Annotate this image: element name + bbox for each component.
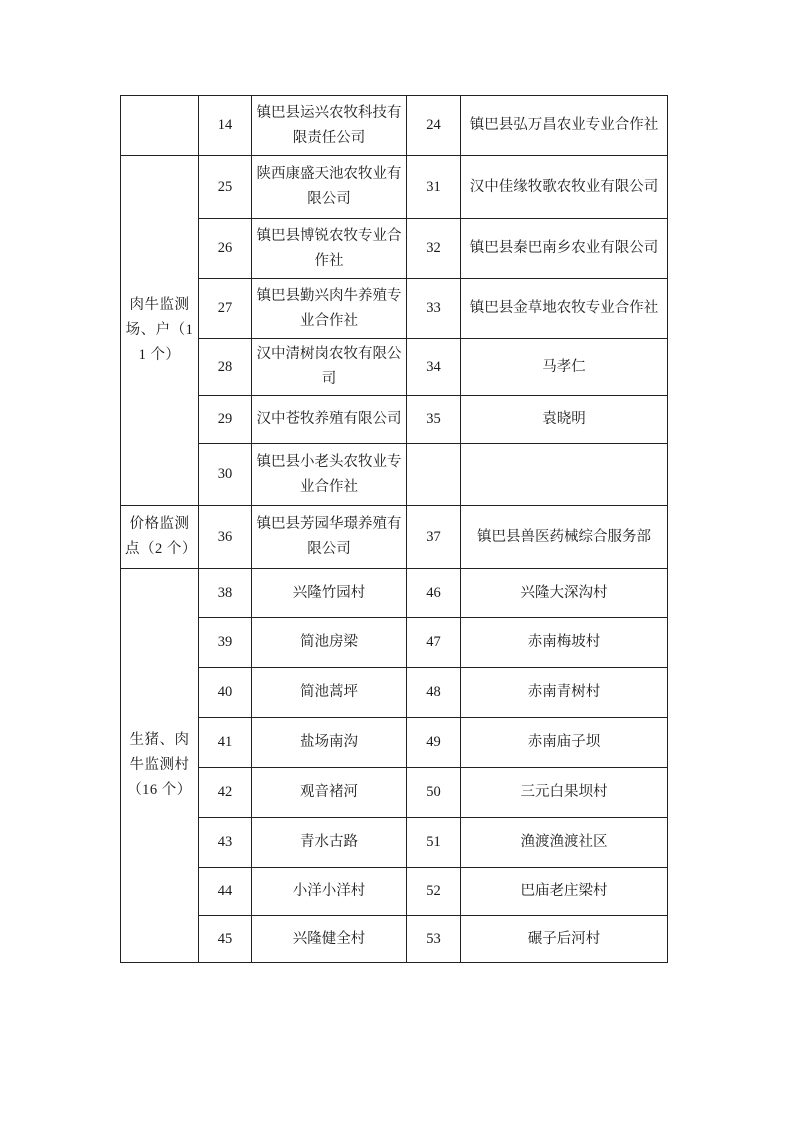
site-name-cell: 镇巴县小老头农牧业专业合作社 <box>252 444 407 506</box>
site-name-cell: 赤南梅坡村 <box>461 618 668 668</box>
site-name-cell: 渔渡渔渡社区 <box>461 818 668 868</box>
site-name-cell: 盐场南沟 <box>252 718 407 768</box>
site-name-cell: 镇巴县芳园华璟养殖有限公司 <box>252 506 407 569</box>
index-cell: 41 <box>199 718 252 768</box>
index-cell: 31 <box>407 156 461 219</box>
index-cell: 33 <box>407 279 461 339</box>
index-cell: 53 <box>407 916 461 963</box>
table-row <box>121 506 668 569</box>
table-row <box>121 818 668 868</box>
site-name-cell: 兴隆大深沟村 <box>461 569 668 618</box>
site-name-cell: 镇巴县博锐农牧专业合作社 <box>252 219 407 279</box>
table-row <box>121 916 668 963</box>
index-cell: 50 <box>407 768 461 818</box>
index-cell: 36 <box>199 506 252 569</box>
table-row <box>121 339 668 396</box>
index-cell: 46 <box>407 569 461 618</box>
table-row <box>121 569 668 618</box>
index-cell: 28 <box>199 339 252 396</box>
table-row <box>121 868 668 916</box>
site-name-cell: 青水古路 <box>252 818 407 868</box>
site-name-cell: 小洋小洋村 <box>252 868 407 916</box>
site-name-cell: 镇巴县秦巴南乡农业有限公司 <box>461 219 668 279</box>
site-name-cell: 简池蒿坪 <box>252 668 407 718</box>
index-cell: 27 <box>199 279 252 339</box>
site-name-cell: 观音褚河 <box>252 768 407 818</box>
monitoring-sites-table-body <box>121 96 668 963</box>
index-cell: 29 <box>199 396 252 444</box>
site-name-cell: 汉中苍牧养殖有限公司 <box>252 396 407 444</box>
index-cell: 42 <box>199 768 252 818</box>
site-name-cell: 简池房梁 <box>252 618 407 668</box>
index-cell: 35 <box>407 396 461 444</box>
site-name-cell: 镇巴县金草地农牧专业合作社 <box>461 279 668 339</box>
table-row <box>121 618 668 668</box>
index-cell <box>407 444 461 506</box>
table-row <box>121 156 668 219</box>
site-name-cell: 赤南庙子坝 <box>461 718 668 768</box>
table-row <box>121 219 668 279</box>
index-cell: 14 <box>199 96 252 156</box>
index-cell: 26 <box>199 219 252 279</box>
site-name-cell: 镇巴县勤兴肉牛养殖专业合作社 <box>252 279 407 339</box>
site-name-cell: 汉中佳缘牧歌农牧业有限公司 <box>461 156 668 219</box>
index-cell: 37 <box>407 506 461 569</box>
category-cell: 生猪、肉牛监测村（16 个） <box>121 569 199 963</box>
table-row <box>121 668 668 718</box>
index-cell: 39 <box>199 618 252 668</box>
category-cell <box>121 96 199 156</box>
index-cell: 32 <box>407 219 461 279</box>
site-name-cell: 碾子后河村 <box>461 916 668 963</box>
site-name-cell <box>461 444 668 506</box>
index-cell: 24 <box>407 96 461 156</box>
site-name-cell: 袁晓明 <box>461 396 668 444</box>
table-row <box>121 718 668 768</box>
index-cell: 40 <box>199 668 252 718</box>
table-row <box>121 279 668 339</box>
index-cell: 47 <box>407 618 461 668</box>
site-name-cell: 三元白果坝村 <box>461 768 668 818</box>
table-row <box>121 444 668 506</box>
category-cell: 价格监测点（2 个） <box>121 506 199 569</box>
index-cell: 48 <box>407 668 461 718</box>
index-cell: 25 <box>199 156 252 219</box>
index-cell: 45 <box>199 916 252 963</box>
index-cell: 44 <box>199 868 252 916</box>
site-name-cell: 巴庙老庄梁村 <box>461 868 668 916</box>
site-name-cell: 陕西康盛天池农牧业有限公司 <box>252 156 407 219</box>
site-name-cell: 马孝仁 <box>461 339 668 396</box>
table-row <box>121 768 668 818</box>
index-cell: 52 <box>407 868 461 916</box>
site-name-cell: 赤南青树村 <box>461 668 668 718</box>
site-name-cell: 镇巴县兽医药械综合服务部 <box>461 506 668 569</box>
site-name-cell: 镇巴县运兴农牧科技有限责任公司 <box>252 96 407 156</box>
index-cell: 51 <box>407 818 461 868</box>
index-cell: 30 <box>199 444 252 506</box>
site-name-cell: 汉中清树岗农牧有限公司 <box>252 339 407 396</box>
table-row <box>121 396 668 444</box>
index-cell: 49 <box>407 718 461 768</box>
index-cell: 43 <box>199 818 252 868</box>
index-cell: 34 <box>407 339 461 396</box>
site-name-cell: 镇巴县弘万昌农业专业合作社 <box>461 96 668 156</box>
site-name-cell: 兴隆竹园村 <box>252 569 407 618</box>
index-cell: 38 <box>199 569 252 618</box>
monitoring-sites-table <box>120 95 668 963</box>
table-row <box>121 96 668 156</box>
category-cell: 肉牛监测场、户（11 个） <box>121 156 199 506</box>
site-name-cell: 兴隆健全村 <box>252 916 407 963</box>
